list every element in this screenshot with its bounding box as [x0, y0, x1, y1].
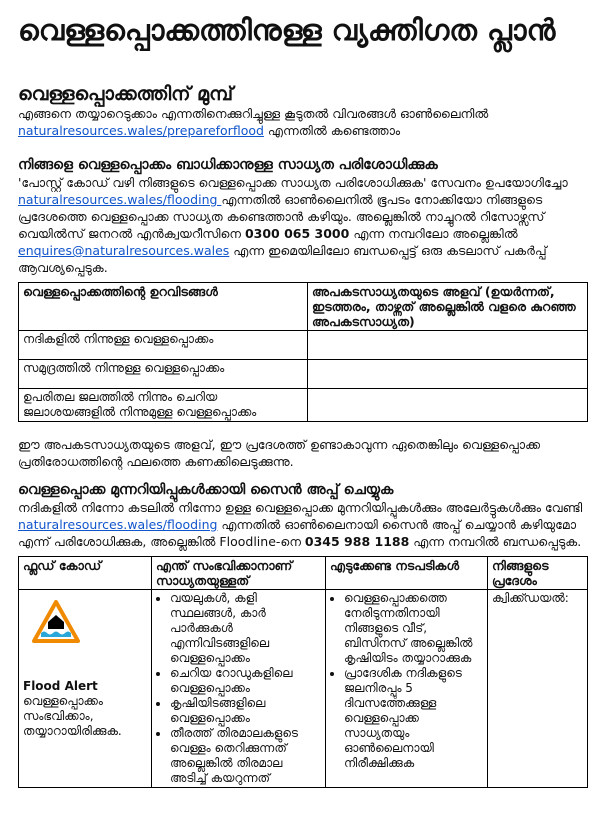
risk-note: ഈ അപകടസാധ്യതയുടെ അളവ്, ഈ പ്രദേശത്ത് ഉണ്ടാകാവുന്ന ഏതെങ്കിലും വെള്ളപ്പൊക്ക പ്രതിരോധത്തിന്റെ ഫലത്തെ കണക്കിലെടുക്കുന്നു. [18, 437, 540, 469]
check-text [18, 174, 583, 276]
list-item: • വെള്ളപ്പൊക്കത്തെ നേരിടുന്നതിനായി നിങ്ങളുടെ വീട്, ബിസിനസ് അല്ലെങ്കിൽ കൃഷിയിടം തയ്യാറാക്കുക [344, 591, 483, 666]
text: എന്ന നമ്പറിലോ അല്ലെങ്കിൽ [349, 226, 518, 241]
alert-title: Flood Alert [23, 679, 98, 693]
table-row [19, 590, 588, 788]
cell: ഉപരിതല ജലത്തിൽ നിന്നും ചെറിയ ജലാശയങ്ങളിൽ നിന്നുമുള്ള വെള്ളപ്പൊക്കം [19, 389, 308, 422]
alert-text: വെള്ളപ്പൊക്കം സംഭവിക്കാം, തയ്യാറായിരിക്കുക. [23, 694, 122, 738]
list-item: • വയലുകൾ, കളി സ്ഥലങ്ങൾ, കാർ പാർക്കുകൾ എന്നിവിടങ്ങളിലെ വെള്ളപ്പൊക്കം [170, 591, 321, 666]
signup-link[interactable]: naturalresources.wales/flooding [18, 517, 218, 532]
list-item: • തീരത്ത് തിരമാലകളുടെ വെള്ളം തെറിക്കുന്നത് അല്ലെങ്കിൽ തിരമാല അടിച്ച് കയറുന്നത് [170, 726, 321, 786]
flood-alert-warning-triangle-icon [31, 599, 81, 645]
risk-input-cell[interactable] [308, 331, 588, 360]
page-title: വെള്ളപ്പൊക്കത്തിനുള്ള വ്യക്തിഗത പ്ലാൻ [18, 13, 556, 47]
cell: നദികളിൽ നിന്നുള്ള വെള്ളപ്പൊക്കം [19, 331, 308, 360]
text: എന്നതിൽ ഓൺലൈനിൽ ഭൂപടം നോക്കിയോ നിങ്ങളുടെ പ്രദേശത്തെ വെള്ളപ്പൊക്ക സാധ്യത കണ്ടെത്താൻ കഴിയും. അല്ലെങ്കിൽ നാച്ചുറൽ റിസോഴ്സസ് വെയിൽസ് ജനറൽ എൻക്വയറീസിനെ [18, 192, 545, 241]
cell: സമുദ്രത്തിൽ നിന്നുള്ള വെള്ളപ്പൊക്കം [19, 360, 308, 389]
risk-table [18, 282, 588, 422]
header-actions: എടുക്കേണ്ട നടപടികൾ [326, 557, 488, 590]
table-row [19, 360, 588, 389]
header-risk: അപകടസാധ്യതയുടെ അളവ് (ഉയർന്നത്, ഇടത്തരം, താഴ്ന്നത് അല്ലെങ്കിൽ വളരെ കുറഞ്ഞ അപകടസാധ്യത) [308, 283, 588, 331]
before-text [18, 105, 583, 139]
text: എന്ന നമ്പറിൽ ബന്ധപ്പെടുക. [409, 534, 582, 549]
header-happen: എന്ത് സംഭവിക്കാനാണ് സാധ്യതയുള്ളത് [152, 557, 326, 590]
text: എങ്ങനെ തയ്യാറെടുക്കാം എന്നതിനെക്കുറിച്ചുള്ള കൂടുതൽ വിവരങ്ങൾ ഓൺലൈനിൽ [18, 106, 489, 121]
flooding-link[interactable]: naturalresources.wales/flooding [18, 192, 222, 207]
before-heading: വെള്ളപ്പൊക്കത്തിന് മുമ്പ് [18, 83, 233, 105]
phone-number: 0300 065 3000 [244, 226, 350, 241]
signup-heading: വെള്ളപ്പൊക്ക മുന്നറിയിപ്പുകൾക്കായി സൈൻ അപ്പ് ചെയ്യുക [18, 482, 394, 498]
prepare-link[interactable]: naturalresources.wales/prepareforflood [18, 123, 264, 138]
header-source: വെള്ളപ്പൊക്കത്തിന്റെ ഉറവിടങ്ങൾ [19, 283, 308, 331]
text: 'പോസ്റ്റ് കോഡ് വഴി നിങ്ങളുടെ വെള്ളപ്പൊക്ക സാധ്യത പരിശോധിക്കുക' സേവനം ഉപയോഗിച്ചോ [18, 175, 568, 190]
floodline-number: 0345 988 1188 [304, 534, 410, 549]
check-heading: നിങ്ങളെ വെള്ളപ്പൊക്കം ബാധിക്കാനുള്ള സാധ്യത പരിശോധിക്കുക [18, 157, 438, 173]
flood-code-table [18, 556, 588, 788]
list-item: • കൃഷിയിടങ്ങളിലെ വെള്ളപ്പൊക്കം [170, 696, 321, 726]
text: നദികളിൽ നിന്നോ കടലിൽ നിന്നോ ഉള്ള വെള്ളപ്പൊക്ക മുന്നറിയിപ്പുകൾക്കും അലേർട്ടുകൾക്കും വേണ്ടി [18, 500, 583, 515]
happen-cell [152, 590, 326, 788]
signup-text [18, 499, 583, 550]
actions-cell [326, 590, 488, 788]
risk-input-cell[interactable] [308, 360, 588, 389]
list-item: • പ്രാദേശിക നദികളുടെ ജലനിരപ്പും 5 ദിവസത്തേക്കുള്ള വെള്ളപ്പൊക്ക സാധ്യതയും ഓൺലൈനായി നിരീക്ഷിക്കുക [344, 666, 483, 771]
header-area: നിങ്ങളുടെ പ്രദേശം [488, 557, 588, 590]
text: എന്നതിൽ കണ്ടെത്താം [263, 123, 401, 138]
text: എന്നതിൽ ഓൺലൈനായി സൈൻ അപ്പ് ചെയ്യാൻ കഴിയുമോ എന്ന് പരിശോധിക്കുക, അല്ലെങ്കിൽ Floodline-നെ [18, 517, 577, 549]
text: എന്ന ഇമെയിലിലോ ബന്ധപ്പെട്ട് ഒരു കടലാസ് പകർപ്പ് ആവശ്യപ്പെടുക. [18, 243, 547, 275]
area-cell[interactable]: ക്വിക്ക്ഡയൽ: [488, 590, 588, 788]
table-row [19, 331, 588, 360]
header-code: ഫ്ലഡ് കോഡ് [19, 557, 152, 590]
email-link[interactable]: enquires@naturalresources.wales [18, 243, 230, 258]
table-row [19, 389, 588, 422]
risk-input-cell[interactable] [308, 389, 588, 422]
flood-alert-cell [19, 590, 152, 788]
list-item: • ചെറിയ റോഡുകളിലെ വെള്ളപ്പൊക്കം [170, 666, 321, 696]
